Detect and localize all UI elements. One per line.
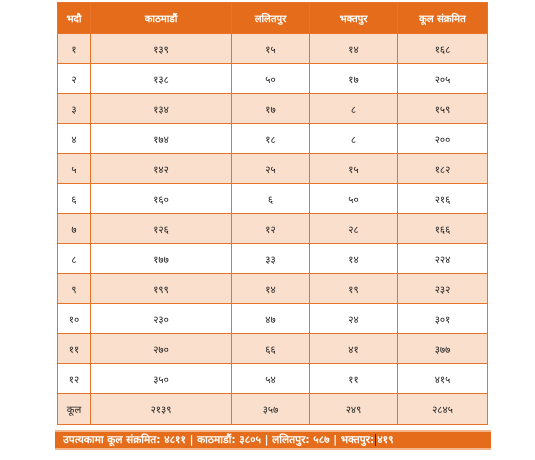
cell-lalitpur: १४ (232, 274, 310, 304)
cell-kathmandu: ३५० (91, 364, 232, 394)
cell-lalitpur: ४७ (232, 304, 310, 334)
table-row (58, 334, 488, 364)
cell-lalitpur: १२ (232, 214, 310, 244)
cell-bhaktapur: ११ (310, 364, 398, 394)
cell-lalitpur: ६ (232, 184, 310, 214)
cell-lalitpur: १७ (232, 94, 310, 124)
table-row (58, 214, 488, 244)
cell-bhaktapur: २४ (310, 304, 398, 334)
cell-kathmandu: २७० (91, 334, 232, 364)
total-row (58, 394, 488, 425)
cell-total: २०५ (398, 64, 488, 94)
cell-kathmandu: १३८ (91, 64, 232, 94)
cell-kathmandu: १७४ (91, 124, 232, 154)
cell-kathmandu: १४२ (91, 154, 232, 184)
cell-day: ७ (58, 214, 91, 244)
cell-total: ४१५ (398, 364, 488, 394)
header-bhaktapur: भक्तपुर (310, 3, 398, 34)
banner-text-end: ४१९ (377, 434, 394, 446)
cell-total: ३०१ (398, 304, 488, 334)
table-row (58, 154, 488, 184)
cell-day: १२ (58, 364, 91, 394)
cell-kathmandu: १२६ (91, 214, 232, 244)
cell-lalitpur: २५ (232, 154, 310, 184)
cell-day: ११ (58, 334, 91, 364)
cell-total: २१६ (398, 184, 488, 214)
header-total-infected: कूल संक्रमित (398, 3, 488, 34)
cell-total: १५९ (398, 94, 488, 124)
cell-day: ३ (58, 94, 91, 124)
total-infected: २८४५ (398, 394, 488, 425)
cell-bhaktapur: १५ (310, 154, 398, 184)
total-lalitpur: ३५७ (232, 394, 310, 425)
cell-bhaktapur: १९ (310, 274, 398, 304)
cell-bhaktapur: ८ (310, 124, 398, 154)
table-row (58, 124, 488, 154)
table-row (58, 64, 488, 94)
cell-bhaktapur: १७ (310, 64, 398, 94)
cell-bhaktapur: १४ (310, 34, 398, 64)
table-row (58, 364, 488, 394)
cell-day: २ (58, 64, 91, 94)
cell-bhaktapur: ४१ (310, 334, 398, 364)
cell-lalitpur: ३३ (232, 244, 310, 274)
table-row (58, 184, 488, 214)
cell-kathmandu: २३० (91, 304, 232, 334)
table-row (58, 34, 488, 64)
cell-total: २२४ (398, 244, 488, 274)
cell-lalitpur: १८ (232, 124, 310, 154)
cell-bhaktapur: २८ (310, 214, 398, 244)
header-row (58, 3, 488, 34)
total-kathmandu: २१३९ (91, 394, 232, 425)
cell-day: ५ (58, 154, 91, 184)
cell-lalitpur: ६६ (232, 334, 310, 364)
header-month: भदौ (58, 3, 91, 34)
cell-bhaktapur: १४ (310, 244, 398, 274)
header-kathmandu: काठमाडौं (91, 3, 232, 34)
total-label: कूल (58, 394, 91, 425)
cell-lalitpur: ५० (232, 64, 310, 94)
data-table (57, 2, 488, 425)
cell-kathmandu: १३९ (91, 34, 232, 64)
cell-bhaktapur: ८ (310, 94, 398, 124)
cell-total: ३७७ (398, 334, 488, 364)
cell-total: १८२ (398, 154, 488, 184)
cell-kathmandu: १३४ (91, 94, 232, 124)
cell-day: ८ (58, 244, 91, 274)
cell-total: २०० (398, 124, 488, 154)
cell-lalitpur: ५४ (232, 364, 310, 394)
cell-day: ६ (58, 184, 91, 214)
cell-total: २३२ (398, 274, 488, 304)
cell-bhaktapur: ५० (310, 184, 398, 214)
cell-kathmandu: १९९ (91, 274, 232, 304)
total-bhaktapur: २४९ (310, 394, 398, 425)
cell-kathmandu: १७७ (91, 244, 232, 274)
header-lalitpur: ललितपुर (232, 3, 310, 34)
valley-summary-banner (55, 430, 491, 450)
table-row (58, 244, 488, 274)
banner-text: उपत्यकामा कूल संक्रमित: ४८११ | काठमाडौं: ३८०५ | ललितपुर: ५८७ | भक्तपुर: (63, 434, 375, 446)
cell-day: १ (58, 34, 91, 64)
cell-day: ९ (58, 274, 91, 304)
cell-day: ४ (58, 124, 91, 154)
cell-lalitpur: १५ (232, 34, 310, 64)
cell-kathmandu: १६० (91, 184, 232, 214)
cell-day: १० (58, 304, 91, 334)
table-row (58, 304, 488, 334)
table-row (58, 94, 488, 124)
cell-total: १६८ (398, 34, 488, 64)
cell-total: १६६ (398, 214, 488, 244)
text-cursor (375, 434, 376, 446)
table-row (58, 274, 488, 304)
